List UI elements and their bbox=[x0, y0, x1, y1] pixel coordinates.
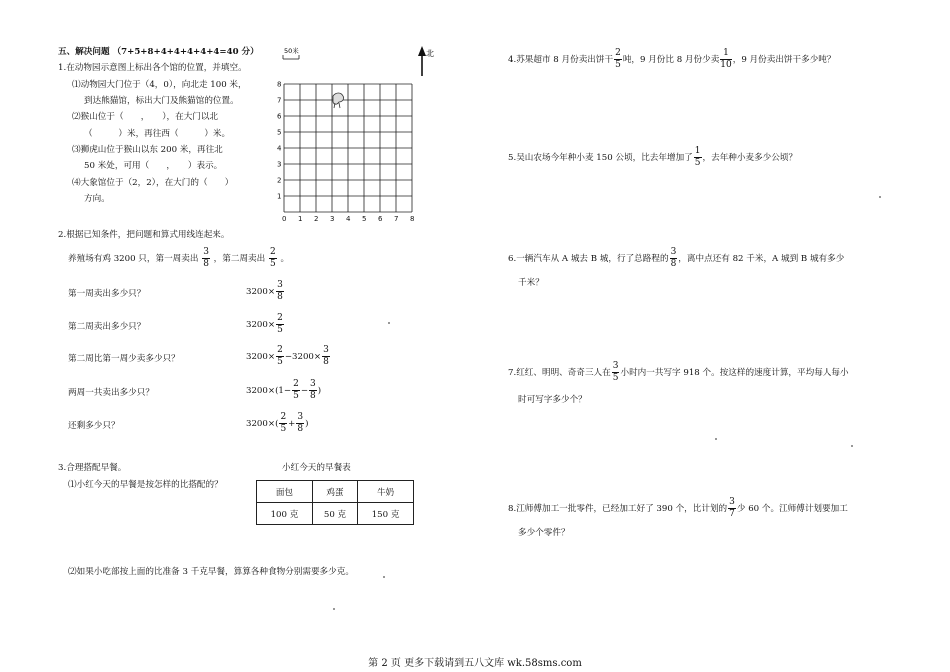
x-tick-label: 5 bbox=[362, 215, 367, 223]
y-tick-label: 4 bbox=[277, 144, 282, 153]
scan-speck bbox=[879, 196, 881, 198]
fraction-3-8: $\frac{3}{8}$ bbox=[670, 247, 677, 269]
header-egg: 鸡蛋 bbox=[312, 481, 357, 503]
header-milk: 牛奶 bbox=[358, 481, 414, 503]
breakfast-table bbox=[256, 480, 414, 525]
fraction-2-5: $\frac{2}{5}$ bbox=[615, 48, 621, 70]
breakfast-table-title: 小红今天的早餐表 bbox=[282, 463, 351, 473]
table-header-row bbox=[257, 481, 414, 503]
section-title: 五、解决问题 （7+5+8+4+4+4+4+4=40 分） bbox=[58, 47, 259, 57]
q8-line-1: 8.江师傅加工一批零件，已经加工好了 390 个，比计划的 $\frac{3}{7}$ 少 60 个。江师傅计划要加工 bbox=[508, 497, 848, 519]
x-tick-label: 3 bbox=[330, 215, 335, 223]
fraction-2-5: $\frac{2}{5}$ bbox=[269, 247, 276, 269]
fraction-3-5: $\frac{3}{5}$ bbox=[612, 361, 619, 383]
q2-question-1: 第一周卖出多少只？ bbox=[68, 289, 146, 299]
q1-line-2: 到达熊猫馆，标出大门及熊猫馆的位置。 bbox=[84, 96, 239, 106]
q3-part-2: ⑵如果小吃部按上面的比准备 3 千克早餐，算算各种食物分别需要多少克。 bbox=[68, 567, 354, 577]
q2-expression-3: 3200× $\frac{2}{5}$ −3200× $\frac{3}{8}$ bbox=[246, 345, 329, 367]
q2-cond-b: ，第二周卖出 bbox=[213, 254, 266, 264]
q6-line-1: 6.一辆汽车从 A 城去 B 城，行了总路程的 $\frac{3}{8}$ ，离中点还有 82 千米，A 城到 B 城有多少 bbox=[508, 247, 845, 269]
q5: 5.吴山农场今年种小麦 150 公顷，比去年增加了 $\frac{1}{5}$ ，去年种小麦多少公顷？ bbox=[508, 146, 798, 168]
q7-line-1: 7.红红、明明、奇奇三人在 $\frac{3}{5}$ 小时内一共写字 918 个。按这样的速度计算，平均每人每小 bbox=[508, 361, 849, 383]
y-tick-label: 6 bbox=[277, 112, 282, 121]
header-bread: 面包 bbox=[257, 481, 313, 503]
q3-part-1: ⑴小红今天的早餐是按怎样的比搭配的？ bbox=[68, 480, 223, 490]
x-tick-label: 8 bbox=[410, 215, 415, 223]
q2-cond-a: 养殖场有鸡 3200 只，第一周卖出 bbox=[68, 254, 199, 264]
north-label: 北 bbox=[426, 49, 434, 58]
fraction-3-7: $\frac{3}{7}$ bbox=[729, 497, 735, 519]
y-tick-label: 1 bbox=[277, 192, 282, 201]
q4: 4.苏果超市 8 月份卖出饼干 $\frac{2}{5}$ 吨，9 月份比 8 月份少卖 $\frac{1}{10}$ ，9 月份卖出饼干多少吨？ bbox=[508, 48, 836, 70]
q2-expression-5: 3200×( $\frac{2}{5}$ + $\frac{3}{8}$ ) bbox=[246, 412, 309, 434]
page-footer: 第 2 页 更多下载请到五八文库 wk.58sms.com bbox=[368, 658, 582, 669]
q1-line-4: （ ）米，再往西（ ）米。 bbox=[84, 129, 231, 139]
value-milk: 150 克 bbox=[358, 503, 414, 525]
q2-cond-c: 。 bbox=[280, 254, 290, 264]
fraction-1-10: $\frac{1}{10}$ bbox=[720, 48, 732, 70]
q2-expression-4: 3200×(1− $\frac{2}{5}$ − $\frac{3}{8}$ ) bbox=[246, 379, 322, 401]
q1-line-8: 方向。 bbox=[84, 194, 110, 204]
zoo-grid-map bbox=[262, 40, 440, 226]
q1-line-7: ⑷大象馆位于（2，2），在大门的（ ） bbox=[72, 178, 234, 188]
q2-expression-2: 3200× $\frac{2}{5}$ bbox=[246, 313, 283, 335]
x-tick-label: 0 bbox=[282, 215, 287, 223]
scan-speck bbox=[851, 445, 853, 447]
scale-label: 50米 bbox=[284, 47, 299, 55]
q6-line-2: 千米？ bbox=[518, 278, 544, 288]
q1-line-1: ⑴动物园大门位于（4，0），向北走 100 米， bbox=[72, 80, 247, 90]
y-tick-label: 3 bbox=[277, 160, 282, 169]
q2-intro: 2.根据已知条件，把问题和算式用线连起来。 bbox=[58, 230, 230, 240]
north-arrow bbox=[418, 46, 434, 76]
q2-expression-1: 3200× $\frac{3}{8}$ bbox=[246, 280, 283, 302]
scan-speck bbox=[383, 576, 385, 578]
y-tick-label: 5 bbox=[277, 128, 282, 137]
value-egg: 50 克 bbox=[312, 503, 357, 525]
q8-line-2: 多少个零件？ bbox=[518, 528, 570, 538]
q2-question-3: 第二周比第一周少卖多少只？ bbox=[68, 354, 180, 364]
fraction-3-8: $\frac{3}{8}$ bbox=[203, 247, 209, 269]
table-row bbox=[257, 503, 414, 525]
scan-speck bbox=[333, 608, 335, 610]
scan-speck bbox=[388, 322, 390, 324]
y-tick-label: 8 bbox=[277, 80, 282, 89]
q1-line-3: ⑵猴山位于（ ， ），在大门以北 bbox=[72, 112, 219, 122]
y-tick-label: 7 bbox=[277, 96, 282, 105]
q2-question-2: 第二周卖出多少只？ bbox=[68, 322, 146, 332]
q2-condition bbox=[68, 248, 289, 269]
monkey-mountain-icon bbox=[333, 93, 344, 108]
x-tick-label: 1 bbox=[298, 215, 303, 223]
x-tick-label: 7 bbox=[394, 215, 399, 223]
y-tick-label: 2 bbox=[277, 176, 282, 185]
scale-bar bbox=[283, 46, 299, 59]
fraction-1-5: $\frac{1}{5}$ bbox=[694, 146, 701, 168]
q2-question-4: 两周一共卖出多少只？ bbox=[68, 388, 154, 398]
x-tick-label: 6 bbox=[378, 215, 383, 223]
q2-question-5: 还剩多少只？ bbox=[68, 421, 120, 431]
scan-speck bbox=[715, 438, 717, 440]
q1-line-6: 50 米处，可用（ ， ）表示。 bbox=[84, 161, 223, 171]
q1-line-5: ⑶狮虎山位于猴山以东 200 米，再往北 bbox=[72, 145, 223, 155]
x-tick-label: 2 bbox=[314, 215, 319, 223]
q3-intro: 3.合理搭配早餐。 bbox=[58, 463, 127, 473]
value-bread: 100 克 bbox=[257, 503, 313, 525]
q1-intro: 1.在动物园示意图上标出各个馆的位置，并填空。 bbox=[58, 63, 247, 73]
x-tick-label: 4 bbox=[346, 215, 351, 223]
q7-line-2: 时可写字多少个？ bbox=[518, 395, 587, 405]
